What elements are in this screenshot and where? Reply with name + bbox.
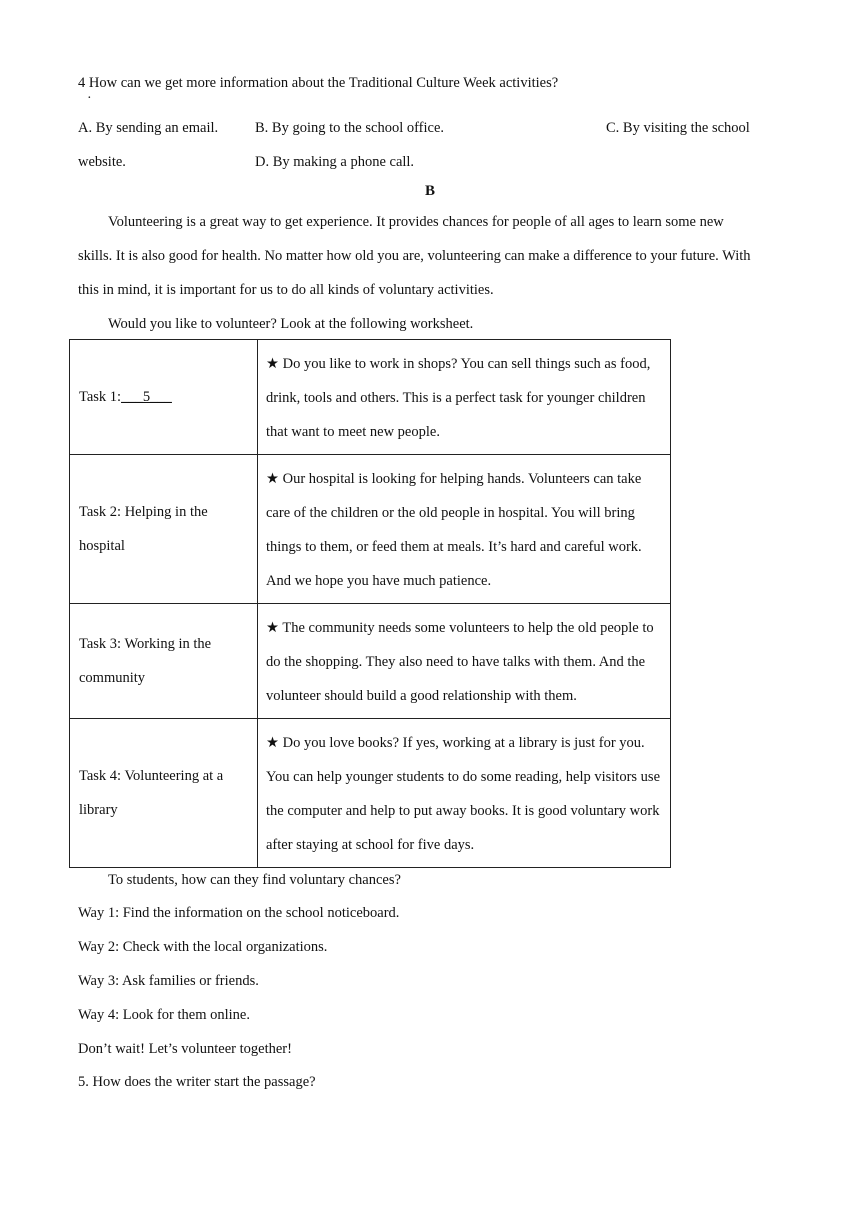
task-blank: ___5___: [121, 389, 172, 405]
description-cell: [258, 604, 671, 719]
task-cell: [70, 604, 258, 719]
table-row: [70, 340, 671, 455]
task-cell: [70, 455, 258, 604]
task-description: ★ Our hospital is looking for helping hands. Volunteers can take care of the children or the old people in hospital. You will bring things to them, or feed them at meals. It’s hard and careful work. And we hope you have much patience.: [266, 471, 642, 589]
question-4-prompt: 4 How can we get more information about the Traditional Culture Week activities?: [78, 75, 559, 91]
task-description: ★ Do you like to work in shops? You can sell things such as food, drink, tools and others. This is a perfect task for younger children that want to meet new people.: [266, 356, 651, 440]
option-a: A. By sending an email.: [78, 120, 219, 136]
way-2: Way 2: Check with the local organizations.: [78, 939, 328, 955]
option-d: D. By making a phone call.: [255, 154, 415, 170]
question-4-dot: ·: [87, 91, 92, 106]
description-cell: [258, 340, 671, 455]
worksheet-table: [69, 339, 671, 868]
section-b-title: B: [424, 183, 435, 199]
task-cell: [70, 719, 258, 868]
closing-line: Don’t wait! Let’s volunteer together!: [78, 1041, 292, 1057]
table-row: [70, 604, 671, 719]
way-1: Way 1: Find the information on the school noticeboard.: [78, 905, 400, 921]
intro-line-1: Volunteering is a great way to get experience. It provides chances for people of all ages to learn some new: [108, 214, 724, 230]
task-description: ★ Do you love books? If yes, working at a library is just for you. You can help younger students to do some reading, help visitors use the computer and help to put away books. It is good voluntary work after staying at school for five days.: [266, 735, 661, 853]
description-cell: [258, 719, 671, 868]
intro-line-3: this in mind, it is important for us to do all kinds of voluntary activities.: [78, 282, 494, 298]
task-label: Task 1:: [79, 389, 122, 405]
intro-line-2: skills. It is also good for health. No matter how old you are, volunteering can make a difference to your future. With: [78, 248, 751, 264]
way-3: Way 3: Ask families or friends.: [78, 973, 259, 989]
table-row: [70, 719, 671, 868]
option-c: C. By visiting the school: [606, 120, 750, 136]
description-cell: [258, 455, 671, 604]
option-c-continued: website.: [78, 154, 126, 170]
task-label: Task 3: Working in the community: [79, 636, 212, 686]
way-4: Way 4: Look for them online.: [78, 1007, 250, 1023]
task-label: Task 2: Helping in the hospital: [79, 504, 208, 554]
worksheet-prompt: Would you like to volunteer? Look at the following worksheet.: [108, 316, 474, 332]
task-description: ★ The community needs some volunteers to help the old people to do the shopping. They also need to have talks with them. And the volunteer should build a good relationship with them.: [266, 620, 654, 704]
question-5-prompt: 5. How does the writer start the passage?: [78, 1074, 316, 1090]
table-row: [70, 455, 671, 604]
find-chances-question: To students, how can they find voluntary chances?: [108, 872, 401, 888]
task-cell: [70, 340, 258, 455]
option-b: B. By going to the school office.: [255, 120, 445, 136]
task-label: Task 4: Volunteering at a library: [79, 768, 224, 818]
